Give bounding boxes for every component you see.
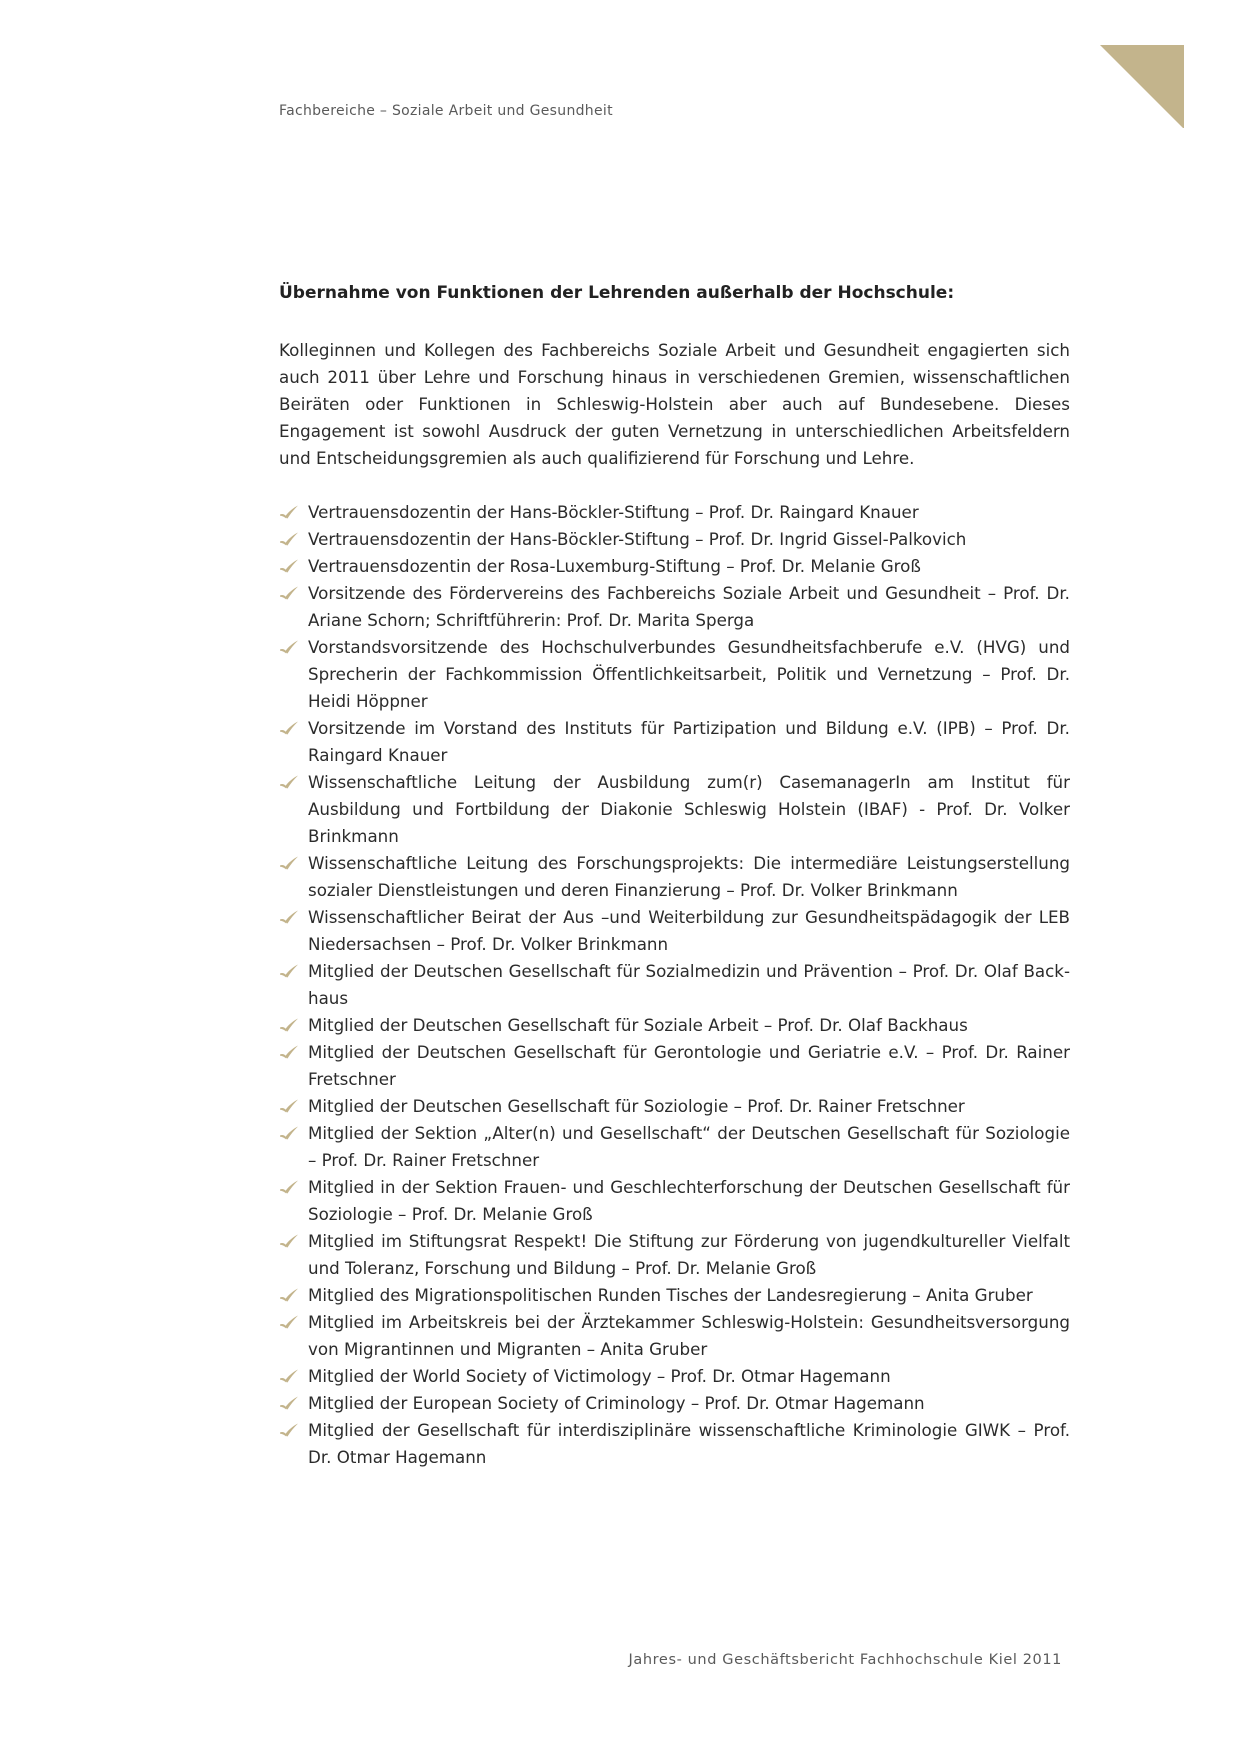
list-item-text: Vorstandsvorsitzende des Hochschulverbundes Gesundheitsfachberufe e.V. (HVG) und Sprecherin der Fachkommission Öffentlichkeitsarbeit, Politik und Vernetzung – Prof. Dr. Heidi Höppner bbox=[308, 637, 1070, 711]
list-item-text: Mitglied in der Sektion Frauen- und Geschlechterforschung der Deutschen Gesellschaft für Soziologie – Prof. Dr. Melanie Groß bbox=[308, 1177, 1070, 1224]
list-item-text: Wissenschaftliche Leitung des Forschungsprojekts: Die intermediäre Leistungserstellung sozialer Dienstleistungen und deren Finanzierung – Prof. Dr. Volker Brinkmann bbox=[308, 853, 1070, 900]
list-item bbox=[279, 769, 1070, 850]
list-item bbox=[279, 1390, 1070, 1417]
checkmark-icon bbox=[279, 1288, 299, 1302]
list-item-text: Mitglied des Migrationspolitischen Runden Tisches der Landesregierung – Anita Gruber bbox=[308, 1285, 1033, 1305]
list-item-text: Mitglied der European Society of Criminology – Prof. Dr. Otmar Hagemann bbox=[308, 1393, 925, 1413]
checkmark-icon bbox=[279, 856, 299, 870]
list-item bbox=[279, 1228, 1070, 1282]
list-item-text: Wissenschaftlicher Beirat der Aus –und Weiterbildung zur Gesundheitspädagogik der LEB Niedersachsen – Prof. Dr. Volker Brinkmann bbox=[308, 907, 1070, 954]
list-item bbox=[279, 634, 1070, 715]
checkmark-icon bbox=[279, 721, 299, 735]
list-item bbox=[279, 715, 1070, 769]
checkmark-icon bbox=[279, 1018, 299, 1032]
checkmark-icon bbox=[279, 505, 299, 519]
checkmark-icon bbox=[279, 1099, 299, 1113]
checkmark-icon bbox=[279, 964, 299, 978]
checkmark-icon bbox=[279, 910, 299, 924]
checkmark-icon bbox=[279, 1234, 299, 1248]
list-item-text: Mitglied der Deutschen Gesellschaft für Sozialmedizin und Prävention – Prof. Dr. Olaf Backhaus bbox=[308, 961, 1070, 1008]
list-item-text: Mitglied im Arbeitskreis bei der Ärztekammer Schleswig-Holstein: Gesundheitsversorgung von Migrantinnen und Migranten – Anita Gruber bbox=[308, 1312, 1070, 1359]
list-item-text: Mitglied im Stiftungsrat Respekt! Die Stiftung zur Förderung von jugendkultureller Vielfalt und Toleranz, Forschung und Bildung – Prof. Dr. Melanie Groß bbox=[308, 1231, 1070, 1278]
checkmark-icon bbox=[279, 1369, 299, 1383]
checkmark-icon bbox=[279, 775, 299, 789]
list-item bbox=[279, 1282, 1070, 1309]
list-item bbox=[279, 850, 1070, 904]
page-footer: Jahres- und Geschäftsbericht Fachhochschule Kiel 2011 bbox=[628, 1652, 1062, 1668]
list-item-text: Vertrauensdozentin der Rosa-Luxemburg-Stiftung – Prof. Dr. Melanie Groß bbox=[308, 556, 921, 576]
list-item-text: Mitglied der Sektion „Alter(n) und Gesellschaft“ der Deutschen Gesellschaft für Soziologie – Prof. Dr. Rainer Fretschner bbox=[308, 1123, 1070, 1170]
list-item-text: Vorsitzende im Vorstand des Instituts für Partizipation und Bildung e.V. (IPB) – Prof. Dr. Raingard Knauer bbox=[308, 718, 1070, 765]
list-item-text: Wissenschaftliche Leitung der Ausbildung zum(r) CasemanagerIn am Institut für Ausbildung und Fortbildung der Diakonie Schleswig Holstein (IBAF) - Prof. Dr. Volker Brinkmann bbox=[308, 772, 1070, 846]
list-item bbox=[279, 580, 1070, 634]
intro-paragraph: Kolleginnen und Kollegen des Fachbereichs Soziale Arbeit und Gesundheit engagierten sich auch 2011 über Lehre und Forschung hinaus in verschiedenen Gremien, wissenschaftlichen Beiräten oder Funktionen in Schleswig-Holstein aber auch auf Bundesebene. Dieses Engagement ist sowohl Ausdruck der guten Vernetzung in unterschiedlichen Arbeitsfeldern und Entscheidungsgremien als auch qualifizierend für Forschung und Lehre. bbox=[279, 340, 1070, 468]
list-item-text: Mitglied der Gesellschaft für interdisziplinäre wissenschaftliche Kriminologie GIWK – Prof. Dr. Otmar Hagemann bbox=[308, 1420, 1070, 1467]
checkmark-icon bbox=[279, 586, 299, 600]
checkmark-icon bbox=[279, 1045, 299, 1059]
section-heading: Übernahme von Funktionen der Lehrenden außerhalb der Hochschule: bbox=[279, 283, 955, 303]
running-header: Fachbereiche – Soziale Arbeit und Gesundheit bbox=[279, 103, 613, 119]
list-item bbox=[279, 499, 1070, 526]
list-item bbox=[279, 1363, 1070, 1390]
list-item bbox=[279, 1417, 1070, 1471]
checkmark-icon bbox=[279, 1396, 299, 1410]
functions-list bbox=[279, 499, 1070, 1471]
checkmark-icon bbox=[279, 559, 299, 573]
list-item bbox=[279, 526, 1070, 553]
list-item bbox=[279, 1093, 1070, 1120]
list-item bbox=[279, 904, 1070, 958]
list-item-text: Mitglied der Deutschen Gesellschaft für Gerontologie und Geriatrie e.V. – Prof. Dr. Rainer Fretschner bbox=[308, 1042, 1070, 1089]
list-item-text: Vertrauensdozentin der Hans-Böckler-Stiftung – Prof. Dr. Ingrid Gissel-Palkovich bbox=[308, 529, 967, 549]
list-item bbox=[279, 553, 1070, 580]
list-item bbox=[279, 1120, 1070, 1174]
list-item-text: Mitglied der World Society of Victimology – Prof. Dr. Otmar Hagemann bbox=[308, 1366, 891, 1386]
list-item-text: Mitglied der Deutschen Gesellschaft für Soziale Arbeit – Prof. Dr. Olaf Backhaus bbox=[308, 1015, 968, 1035]
list-item-text: Mitglied der Deutschen Gesellschaft für Soziologie – Prof. Dr. Rainer Fretschner bbox=[308, 1096, 965, 1116]
list-item bbox=[279, 1309, 1070, 1363]
main-content bbox=[279, 280, 1070, 1471]
list-item bbox=[279, 958, 1070, 1012]
checkmark-icon bbox=[279, 1423, 299, 1437]
list-item-text: Vertrauensdozentin der Hans-Böckler-Stiftung – Prof. Dr. Raingard Knauer bbox=[308, 502, 919, 522]
list-item bbox=[279, 1039, 1070, 1093]
checkmark-icon bbox=[279, 1315, 299, 1329]
checkmark-icon bbox=[279, 532, 299, 546]
checkmark-icon bbox=[279, 640, 299, 654]
checkmark-icon bbox=[279, 1126, 299, 1140]
checkmark-icon bbox=[279, 1180, 299, 1194]
list-item bbox=[279, 1012, 1070, 1039]
list-item-text: Vorsitzende des Fördervereins des Fachbereichs Soziale Arbeit und Gesundheit – Prof. Dr. Ariane Schorn; Schriftführerin: Prof. Dr. Marita Sperga bbox=[308, 583, 1070, 630]
list-item bbox=[279, 1174, 1070, 1228]
page-number: 121 bbox=[1108, 96, 1142, 116]
